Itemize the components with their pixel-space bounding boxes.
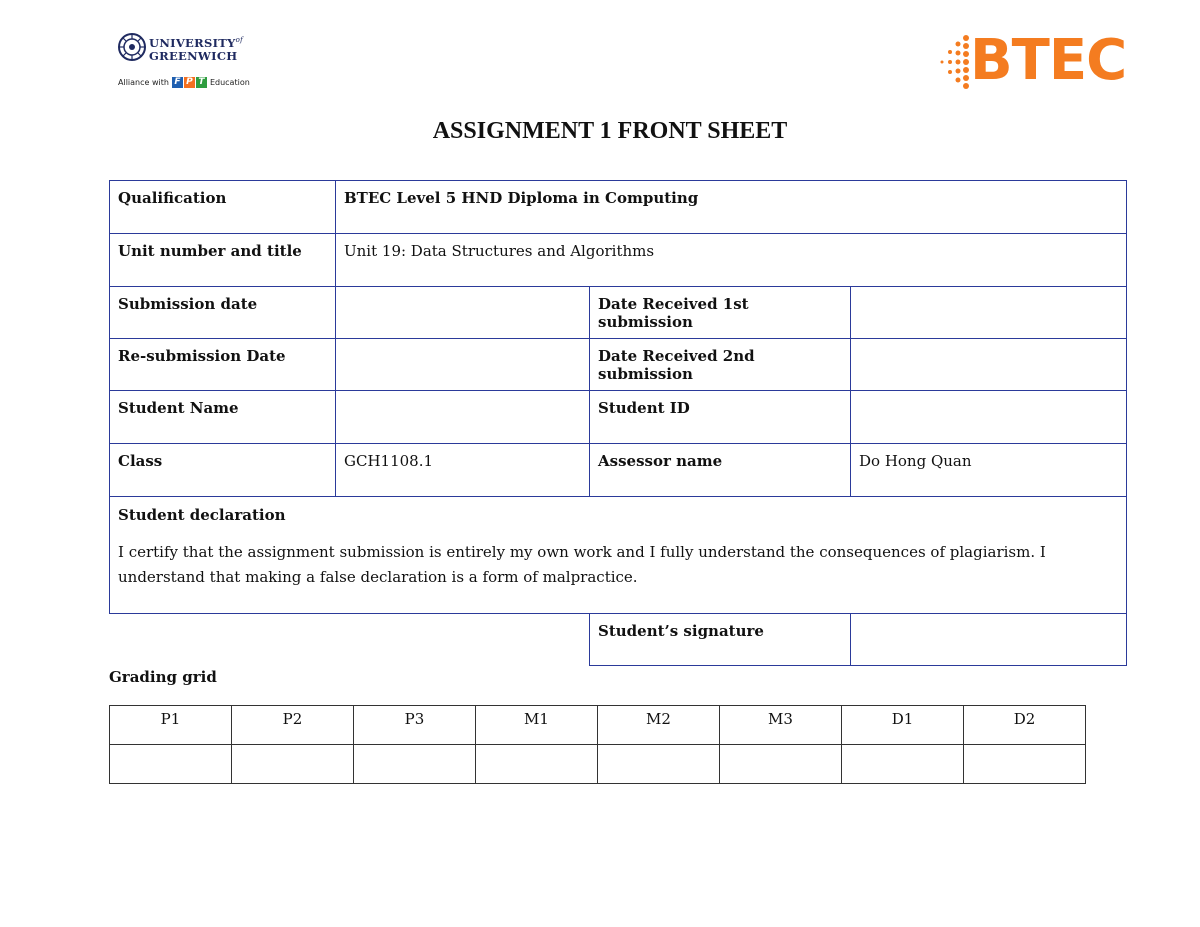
class-value: GCH1108.1 — [335, 443, 590, 497]
student-id-value — [850, 390, 1127, 444]
btec-wordmark: BTEC — [970, 28, 1127, 93]
student-id-label: Student ID — [589, 390, 851, 444]
grade-header-p3: P3 — [354, 706, 476, 745]
grade-header-p1: P1 — [110, 706, 232, 745]
class-label: Class — [109, 443, 336, 497]
submission-date-value — [335, 286, 590, 339]
declaration-cell — [109, 496, 1127, 614]
grading-grid — [109, 705, 1086, 784]
fpt-alliance: Alliance with F P T Education — [118, 77, 250, 87]
grade-cell-d2 — [964, 745, 1086, 784]
submission-date-label: Submission date — [109, 286, 336, 339]
grade-cell-d1 — [842, 745, 964, 784]
assessor-label: Assessor name — [589, 443, 851, 497]
grade-header-d2: D2 — [964, 706, 1086, 745]
grade-header-m2: M2 — [598, 706, 720, 745]
grade-header-p2: P2 — [232, 706, 354, 745]
date-received-1-label: Date Received 1st submission — [589, 286, 851, 339]
grading-grid-label: Grading grid — [109, 668, 217, 686]
declaration-label: Student declaration — [118, 506, 286, 524]
student-name-label: Student Name — [109, 390, 336, 444]
grade-cell-m3 — [720, 745, 842, 784]
grade-cell-m1 — [476, 745, 598, 784]
resubmission-label: Re-submission Date — [109, 338, 336, 391]
date-received-1-value — [850, 286, 1127, 339]
grade-header-d1: D1 — [842, 706, 964, 745]
greenwich-wordmark: $UNIVERSITY^{of}$ GREENWICH — [149, 35, 244, 63]
signature-label: Student’s signature — [589, 613, 851, 666]
fpt-logo: F P T — [172, 77, 207, 88]
grade-cell-p3 — [354, 745, 476, 784]
greenwich-logo — [118, 33, 248, 93]
unit-value: Unit 19: Data Structures and Algorithms — [335, 233, 1127, 287]
date-received-2-label: Date Received 2nd submission — [589, 338, 851, 391]
greenwich-seal-icon — [118, 33, 146, 61]
student-name-value — [335, 390, 590, 444]
grade-header-m3: M3 — [720, 706, 842, 745]
qualification-label: Qualification — [109, 180, 336, 234]
declaration-text: I certify that the assignment submission is entirely my own work and I fully understand the consequences of plagiarism. I understand that making a false declaration is a form of malpractice. — [118, 543, 1046, 586]
grade-header-m1: M1 — [476, 706, 598, 745]
signature-value — [850, 613, 1127, 666]
unit-label: Unit number and title — [109, 233, 336, 287]
grading-value-row — [110, 745, 1086, 784]
btec-logo — [936, 30, 1126, 96]
date-received-2-value — [850, 338, 1127, 391]
grade-cell-m2 — [598, 745, 720, 784]
grading-header-row — [110, 706, 1086, 745]
qualification-value: BTEC Level 5 HND Diploma in Computing — [335, 180, 1127, 234]
assessor-value: Do Hong Quan — [850, 443, 1127, 497]
page-title: ASSIGNMENT 1 FRONT SHEET — [432, 118, 788, 144]
resubmission-value — [335, 338, 590, 391]
grade-cell-p1 — [110, 745, 232, 784]
grade-cell-p2 — [232, 745, 354, 784]
